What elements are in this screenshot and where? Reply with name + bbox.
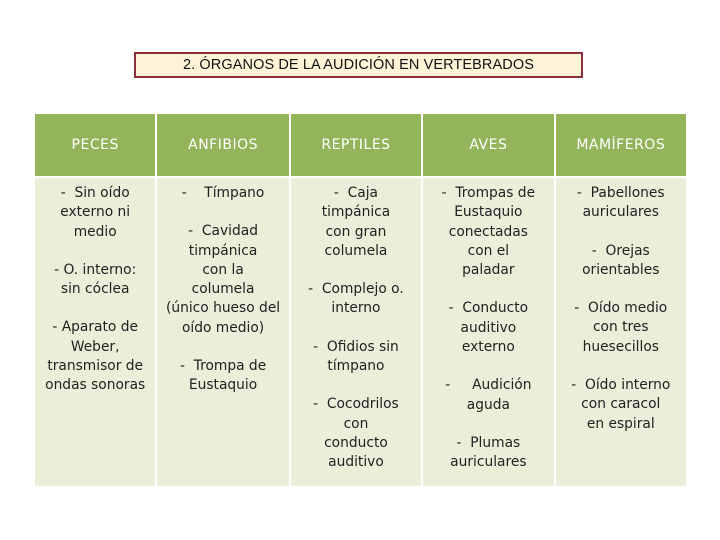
header-mamiferos: MAMÍFEROS <box>556 114 686 176</box>
item-spacer <box>297 376 415 395</box>
item-spacer <box>297 261 415 280</box>
item-line: timpánica <box>321 204 391 221</box>
item-line: - Complejo o. <box>308 281 404 298</box>
item-line: - Conducto <box>448 300 529 317</box>
item-line: - Oído interno <box>571 377 671 394</box>
item-line: Eustaquio <box>454 204 523 221</box>
item-line: (único hueso del <box>165 300 281 317</box>
item-spacer <box>429 415 547 434</box>
item-line: externo ni <box>60 204 131 221</box>
item-line: medio <box>73 223 117 240</box>
item-line: con <box>343 415 369 432</box>
item-line: oído medio) <box>181 319 265 336</box>
item-line: transmisor de <box>47 358 144 375</box>
item-line: - Trompa de <box>179 358 267 375</box>
item-line: con el <box>467 242 510 259</box>
list-item <box>41 184 149 242</box>
cell-reptiles <box>291 178 421 486</box>
item-line: - Tímpano <box>181 185 265 201</box>
item-line: auriculares <box>582 204 659 221</box>
list-item <box>429 434 547 473</box>
item-line: externo <box>461 339 515 356</box>
item-line: con caracol <box>581 396 661 413</box>
item-line: Weber, <box>70 338 120 355</box>
item-spacer <box>163 203 282 222</box>
item-line: ondas sonoras <box>45 377 146 394</box>
list-item <box>41 318 149 395</box>
item-line: - Cocodrilos <box>313 396 399 413</box>
item-spacer <box>562 357 680 376</box>
list-item <box>297 280 415 319</box>
list-item <box>429 184 547 280</box>
item-line: - Plumas <box>456 434 521 451</box>
item-line: auriculares <box>450 454 527 471</box>
item-line: conducto <box>324 434 388 451</box>
list-item <box>562 242 680 281</box>
item-line: con la <box>202 261 244 278</box>
item-line: huesecillos <box>582 338 659 355</box>
item-line: en espiral <box>586 415 655 432</box>
item-line: auditivo <box>328 454 384 471</box>
header-peces: PECES <box>35 114 155 176</box>
list-item <box>297 395 415 472</box>
cell-aves <box>423 178 553 486</box>
item-line: - Aparato de <box>52 319 138 336</box>
item-line: - Oído medio <box>574 300 668 317</box>
item-line: Eustaquio <box>188 377 258 394</box>
item-line: - Pabellones <box>576 185 665 201</box>
item-line: - O. interno: <box>54 261 137 278</box>
item-line: auditivo <box>460 319 517 336</box>
item-spacer <box>429 280 547 299</box>
item-line: - Sin oído <box>60 185 130 201</box>
header-aves: AVES <box>423 114 553 176</box>
content-row <box>35 178 686 486</box>
item-spacer <box>41 299 149 318</box>
item-line: - Orejas <box>591 242 650 259</box>
page-title: 2. ÓRGANOS DE LA AUDICIÓN EN VERTEBRADOS <box>182 57 534 73</box>
item-spacer <box>562 280 680 299</box>
item-line: sin cóclea <box>60 281 130 298</box>
item-line: timpánica <box>188 242 258 259</box>
list-item <box>163 222 282 338</box>
item-spacer <box>41 242 149 261</box>
title-box <box>134 52 583 78</box>
item-line: aguda <box>466 396 510 413</box>
item-spacer <box>163 338 282 357</box>
item-spacer <box>297 319 415 338</box>
cell-anfibios <box>157 178 288 486</box>
cell-mamiferos <box>556 178 686 486</box>
header-row <box>35 114 686 176</box>
item-line: con gran <box>325 223 387 240</box>
item-line: - Audición <box>445 377 532 394</box>
item-line: paladar <box>462 262 515 279</box>
item-line: columela <box>191 281 255 298</box>
list-item <box>41 261 149 300</box>
list-item <box>163 184 282 203</box>
item-line: con tres <box>592 319 649 336</box>
item-line: interno <box>331 300 381 317</box>
item-line: - Ofidios sin <box>313 338 399 355</box>
item-line: columela <box>324 242 388 259</box>
header-anfibios: ANFIBIOS <box>157 114 288 176</box>
item-line: - Caja <box>333 185 379 201</box>
list-item <box>562 299 680 357</box>
item-line: conectadas <box>448 223 528 240</box>
item-line: - Cavidad <box>188 223 258 240</box>
list-item <box>297 184 415 261</box>
item-line: - Trompas de <box>441 185 536 201</box>
cell-peces <box>35 178 155 486</box>
item-line: orientables <box>582 261 660 278</box>
list-item <box>429 376 547 415</box>
list-item <box>562 184 680 223</box>
item-line: tímpano <box>327 358 385 375</box>
vertebrate-hearing-table <box>33 112 688 488</box>
list-item <box>163 357 282 396</box>
list-item <box>562 376 680 434</box>
item-spacer <box>562 223 680 242</box>
list-item <box>297 338 415 377</box>
header-reptiles: REPTILES <box>291 114 421 176</box>
list-item <box>429 299 547 357</box>
item-spacer <box>429 357 547 376</box>
